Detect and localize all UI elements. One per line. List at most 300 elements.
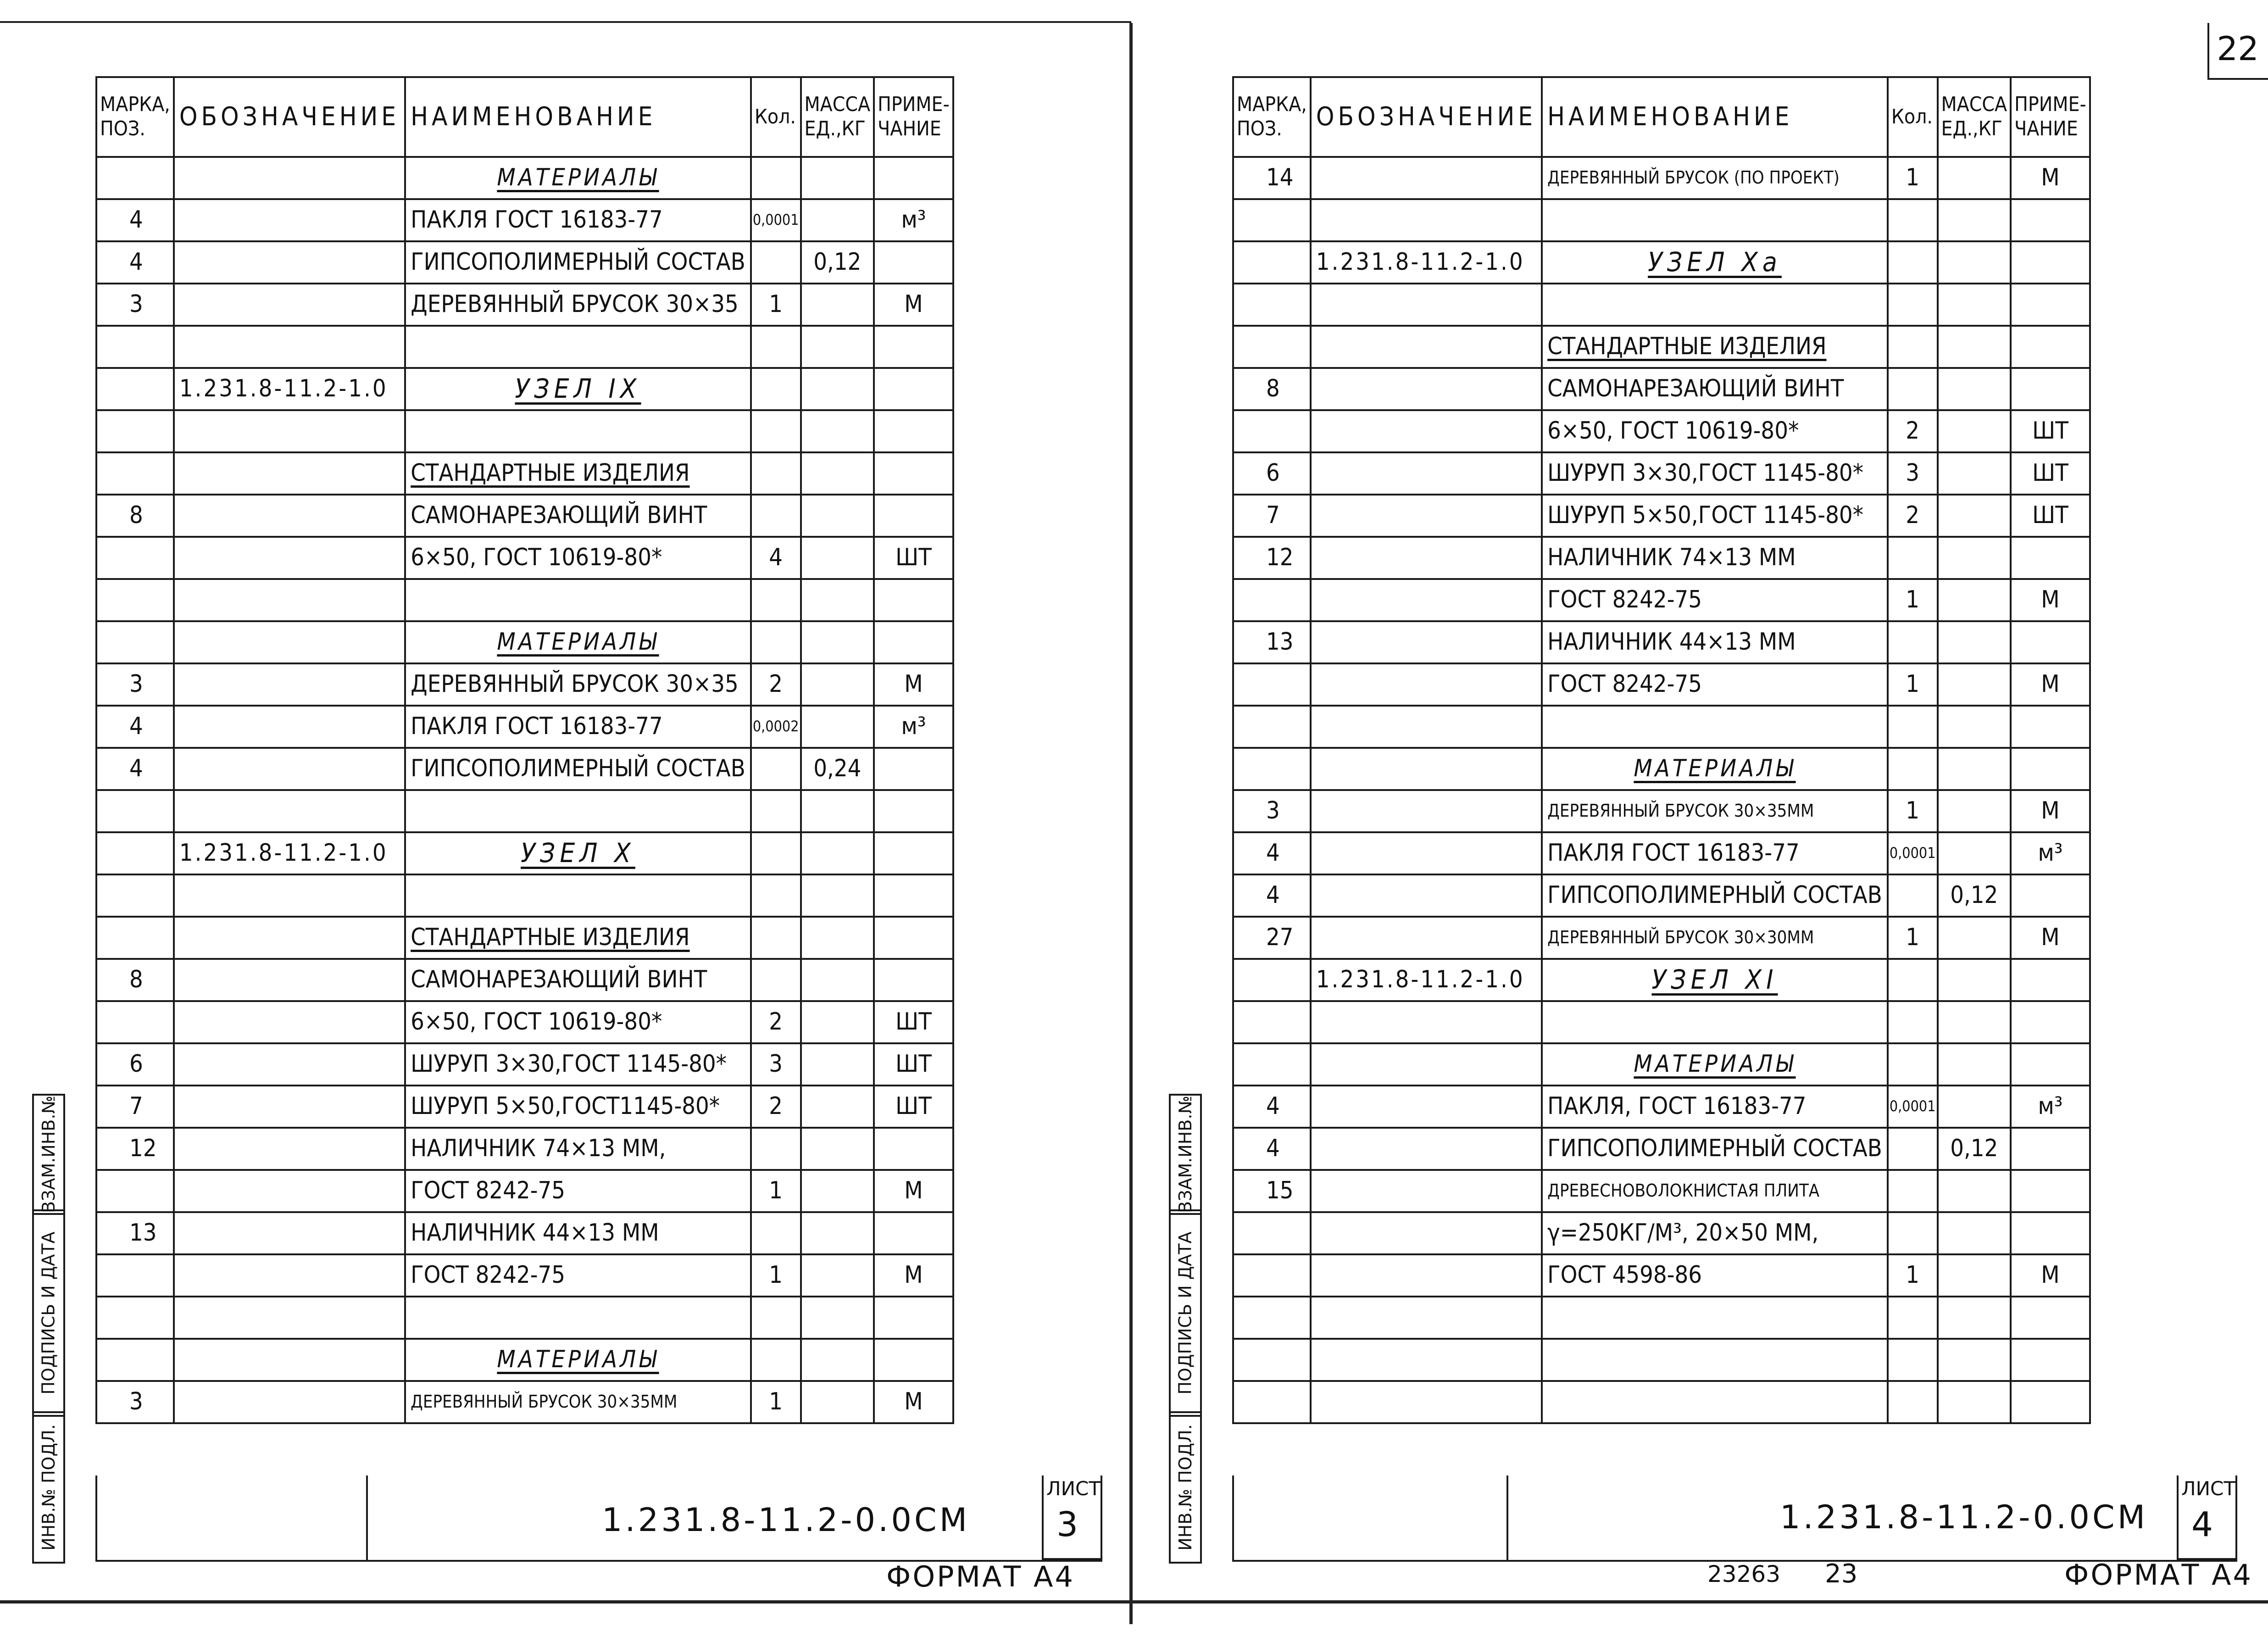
cell-kol [1888, 537, 1938, 579]
right-list-number: 4 [2191, 1505, 2213, 1544]
cell-kol [751, 1086, 801, 1128]
cell-prim [874, 621, 953, 663]
cell-oboz [174, 663, 405, 706]
cell-kol-text: 1 [769, 290, 783, 318]
cell-prim-text: м³ [2038, 839, 2063, 867]
cell-naim [1542, 748, 1888, 790]
cell-massa [1938, 452, 2011, 495]
table-row [96, 832, 953, 874]
cell-naim [405, 706, 751, 748]
cell-prim [2011, 579, 2090, 621]
cell-kol [1888, 452, 1938, 495]
cell-prim-text: М [2041, 797, 2060, 825]
cell-kol-text: 2 [1906, 417, 1920, 445]
cell-kol [1888, 1381, 1938, 1423]
cell-massa [1938, 1381, 2011, 1423]
cell-naim-text: УЗЕЛ Xа [1648, 246, 1782, 278]
cell-kol [1888, 1001, 1938, 1043]
cell-oboz [174, 748, 405, 790]
header-marka: МАРКА, ПОЗ. [96, 77, 174, 157]
right-title-cell-divider [1506, 1475, 1508, 1560]
cell-kol-text: 1 [769, 1261, 783, 1289]
archive-number: 23263 [1707, 1561, 1781, 1587]
cell-naim-text: ДЕРЕВЯННЫЙ БРУСОК (ПО ПРОЕКТ) [1547, 167, 1840, 188]
cell-oboz [174, 1086, 405, 1128]
cell-oboz-text: 1.231.8-11.2-1.0 [1316, 966, 1525, 994]
cell-kol [1888, 1297, 1938, 1339]
cell-massa [801, 579, 874, 621]
cell-naim-text: 6×50, ГОСТ 10619-80* [1547, 417, 1799, 445]
cell-kol [1888, 1254, 1938, 1297]
right-title-block [1232, 1475, 2237, 1562]
cell-massa [801, 537, 874, 579]
cell-prim [874, 706, 953, 748]
table-row [1233, 706, 2090, 748]
cell-naim [1542, 368, 1888, 410]
cell-prim-text: м³ [901, 713, 926, 740]
table-row [96, 959, 953, 1001]
cell-oboz [174, 1043, 405, 1086]
table-row [96, 326, 953, 368]
cell-kol [1888, 832, 1938, 874]
cell-oboz [174, 621, 405, 663]
cell-naim [1542, 621, 1888, 663]
table-row [96, 284, 953, 326]
table-row [1233, 1043, 2090, 1086]
cell-naim-text: ШУРУП 5×50,ГОСТ 1145-80* [1547, 501, 1864, 529]
cell-poz [96, 1339, 174, 1381]
table-row [1233, 1381, 2090, 1423]
cell-poz [1233, 1128, 1311, 1170]
cell-poz [96, 1297, 174, 1339]
cell-prim [874, 326, 953, 368]
cell-prim-text: М [904, 670, 923, 698]
cell-massa [1938, 579, 2011, 621]
cell-kol-text: 4 [769, 544, 783, 572]
cell-massa [1938, 326, 2011, 368]
cell-oboz [1311, 157, 1542, 199]
cell-poz [1233, 1043, 1311, 1086]
cell-naim [405, 621, 751, 663]
cell-kol-text: 1 [1906, 586, 1920, 614]
cell-oboz [174, 326, 405, 368]
header-oboznachenie: ОБОЗНАЧЕНИЕ [1311, 77, 1542, 157]
cell-prim [2011, 1254, 2090, 1297]
cell-oboz [1311, 832, 1542, 874]
cell-poz-text: 4 [129, 248, 143, 276]
cell-oboz [174, 410, 405, 452]
cell-kol [751, 959, 801, 1001]
cell-poz-text: 15 [1266, 1177, 1294, 1205]
cell-naim [1542, 1128, 1888, 1170]
cell-naim-text: УЗЕЛ IX [515, 373, 641, 405]
cell-oboz [1311, 621, 1542, 663]
table-row [1233, 1086, 2090, 1128]
cell-massa [801, 495, 874, 537]
cell-kol [1888, 706, 1938, 748]
cell-prim [2011, 368, 2090, 410]
cell-poz-text: 6 [1266, 459, 1280, 487]
cell-naim [1542, 199, 1888, 241]
cell-oboz [1311, 1381, 1542, 1423]
cell-poz-text: 3 [129, 1388, 143, 1416]
cell-oboz [1311, 917, 1542, 959]
cell-poz-text: 4 [1266, 881, 1280, 909]
cell-poz [96, 241, 174, 284]
cell-kol [1888, 410, 1938, 452]
cell-naim [1542, 241, 1888, 284]
cell-prim-text: М [2041, 164, 2060, 192]
cell-oboz [1311, 326, 1542, 368]
cell-naim [405, 410, 751, 452]
table-row [96, 495, 953, 537]
cell-massa [1938, 241, 2011, 284]
cell-oboz [1311, 790, 1542, 832]
cell-kol [751, 1170, 801, 1212]
table-row [1233, 1001, 2090, 1043]
table-row [96, 874, 953, 917]
cell-prim [874, 1001, 953, 1043]
cell-naim [1542, 874, 1888, 917]
cell-oboz [1311, 748, 1542, 790]
cell-naim-text: ДЕРЕВЯННЫЙ БРУСОК 30×35 [411, 670, 739, 698]
cell-naim-text: ГОСТ 8242-75 [411, 1261, 566, 1289]
cell-oboz [1311, 1086, 1542, 1128]
cell-poz [96, 410, 174, 452]
cell-poz [1233, 157, 1311, 199]
cell-naim [1542, 1381, 1888, 1423]
cell-massa [1938, 1170, 2011, 1212]
cell-kol [1888, 495, 1938, 537]
header-kol: Кол. [751, 77, 801, 157]
cell-poz [96, 1086, 174, 1128]
cell-massa [801, 157, 874, 199]
cell-prim [874, 874, 953, 917]
cell-naim [1542, 917, 1888, 959]
left-spec-body [96, 157, 953, 1423]
table-row [1233, 790, 2090, 832]
table-row [96, 368, 953, 410]
cell-poz [1233, 832, 1311, 874]
cell-naim-text: ГИПСОПОЛИМЕРНЫЙ СОСТАВ [411, 755, 745, 783]
cell-prim [2011, 663, 2090, 706]
cell-massa [801, 1086, 874, 1128]
cell-naim [405, 579, 751, 621]
table-row [1233, 1212, 2090, 1254]
cell-massa [801, 1043, 874, 1086]
cell-prim-text: М [904, 290, 923, 318]
cell-massa [1938, 706, 2011, 748]
cell-poz-text: 4 [1266, 1135, 1280, 1163]
table-row [1233, 832, 2090, 874]
sheet-divider [1129, 23, 1133, 1624]
cell-poz [96, 874, 174, 917]
cell-oboz [174, 241, 405, 284]
cell-kol [751, 874, 801, 917]
cell-naim-text: МАТЕРИАЛЫ [497, 1346, 659, 1374]
cell-poz-text: 7 [1266, 501, 1280, 529]
left-title-block [95, 1475, 1102, 1562]
cell-kol [1888, 1339, 1938, 1381]
cell-kol [1888, 790, 1938, 832]
cell-prim-text: ШТ [2032, 459, 2068, 487]
cell-kol [751, 832, 801, 874]
cell-naim [1542, 326, 1888, 368]
cell-prim [2011, 790, 2090, 832]
cell-prim [874, 199, 953, 241]
cell-massa [1938, 410, 2011, 452]
cell-naim-text: НАЛИЧНИК 44×13 ММ [1547, 628, 1796, 656]
cell-naim-text: ГИПСОПОЛИМЕРНЫЙ СОСТАВ [1547, 1135, 1882, 1163]
cell-kol [1888, 959, 1938, 1001]
cell-naim [1542, 284, 1888, 326]
table-row [96, 241, 953, 284]
table-row [96, 706, 953, 748]
cell-naim-text: ПАКЛЯ ГОСТ 16183-77 [411, 713, 663, 740]
cell-poz-text: 4 [129, 206, 143, 234]
cell-poz-text: 27 [1266, 924, 1294, 952]
cell-prim [2011, 326, 2090, 368]
cell-prim [2011, 706, 2090, 748]
cell-kol [751, 1339, 801, 1381]
right-stamp-inv-podl: ИНВ.№ ПОДЛ. [1169, 1411, 1202, 1564]
cell-kol [751, 621, 801, 663]
cell-prim-text: ШТ [895, 1092, 932, 1120]
table-row [96, 157, 953, 199]
cell-naim [405, 663, 751, 706]
right-format-label: ФОРМАТ А4 [2064, 1558, 2253, 1592]
cell-poz [1233, 917, 1311, 959]
cell-poz [1233, 495, 1311, 537]
cell-kol [751, 1254, 801, 1297]
cell-naim [1542, 495, 1888, 537]
table-row [1233, 410, 2090, 452]
cell-prim-text: М [2041, 1261, 2060, 1289]
cell-massa [801, 1381, 874, 1423]
cell-oboz [1311, 284, 1542, 326]
cell-kol [751, 241, 801, 284]
cell-poz [1233, 410, 1311, 452]
cell-massa [801, 284, 874, 326]
cell-kol [1888, 917, 1938, 959]
cell-prim [2011, 1170, 2090, 1212]
left-list-number: 3 [1056, 1505, 1078, 1544]
cell-poz [96, 917, 174, 959]
cell-massa [801, 1254, 874, 1297]
cell-kol [751, 199, 801, 241]
cell-poz [96, 579, 174, 621]
cell-massa [801, 1170, 874, 1212]
cell-kol [751, 1381, 801, 1423]
cell-oboz [174, 368, 405, 410]
cell-massa [1938, 199, 2011, 241]
cell-prim [2011, 1339, 2090, 1381]
cell-naim-text: ШУРУП 5×50,ГОСТ1145-80* [411, 1092, 720, 1120]
cell-poz-text: 13 [129, 1219, 157, 1247]
cell-naim-text: ГИПСОПОЛИМЕРНЫЙ СОСТАВ [1547, 881, 1882, 909]
cell-oboz [1311, 410, 1542, 452]
cell-prim [874, 410, 953, 452]
cell-kol [1888, 368, 1938, 410]
cell-massa [801, 241, 874, 284]
cell-naim [405, 368, 751, 410]
table-row [96, 1381, 953, 1423]
cell-prim [2011, 917, 2090, 959]
cell-prim-text: ШТ [2032, 417, 2068, 445]
cell-kol [751, 537, 801, 579]
table-row [1233, 621, 2090, 663]
cell-kol [751, 368, 801, 410]
cell-kol [1888, 748, 1938, 790]
header-kol: Кол. [1888, 77, 1938, 157]
left-spec-table [95, 76, 954, 1424]
cell-prim [874, 1128, 953, 1170]
cell-prim [874, 917, 953, 959]
cell-naim-text: 6×50, ГОСТ 10619-80* [411, 1008, 662, 1036]
cell-oboz [1311, 368, 1542, 410]
cell-poz [1233, 706, 1311, 748]
cell-massa [1938, 1043, 2011, 1086]
cell-prim [874, 1339, 953, 1381]
cell-oboz [174, 874, 405, 917]
cell-naim [405, 241, 751, 284]
cell-poz-text: 3 [129, 670, 143, 698]
cell-poz [1233, 1381, 1311, 1423]
cell-poz [1233, 1254, 1311, 1297]
cell-prim [2011, 748, 2090, 790]
cell-poz [1233, 368, 1311, 410]
cell-oboz [174, 1212, 405, 1254]
cell-poz [96, 1212, 174, 1254]
cell-oboz [174, 199, 405, 241]
cell-kol [751, 1001, 801, 1043]
left-stamp-inv-podl: ИНВ.№ ПОДЛ. [32, 1411, 65, 1564]
cell-kol [751, 1297, 801, 1339]
cell-massa [1938, 874, 2011, 917]
cell-poz [1233, 748, 1311, 790]
cell-massa [801, 1128, 874, 1170]
cell-naim-text: СТАНДАРТНЫЕ ИЗДЕЛИЯ [411, 459, 690, 487]
cell-naim [405, 790, 751, 832]
cell-naim [405, 1297, 751, 1339]
cell-prim [2011, 1212, 2090, 1254]
cell-prim [874, 1254, 953, 1297]
cell-naim-text: СТАНДАРТНЫЕ ИЗДЕЛИЯ [411, 924, 690, 952]
cell-naim-text: ШУРУП 3×30,ГОСТ 1145-80* [1547, 459, 1864, 487]
cell-naim-text: МАТЕРИАЛЫ [497, 164, 659, 192]
top-border-line [0, 21, 1131, 23]
cell-massa [1938, 959, 2011, 1001]
cell-kol-text: 1 [1906, 797, 1920, 825]
cell-poz [1233, 790, 1311, 832]
cell-massa [801, 452, 874, 495]
cell-prim-text: ШТ [2032, 501, 2068, 529]
cell-massa [801, 1001, 874, 1043]
cell-poz-text: 8 [129, 966, 143, 994]
cell-poz-text: 3 [129, 290, 143, 318]
cell-oboz [174, 579, 405, 621]
cell-massa [801, 959, 874, 1001]
cell-massa [801, 832, 874, 874]
cell-naim-text: САМОНАРЕЗАЮЩИЙ ВИНТ [411, 501, 707, 529]
cell-poz-text: 8 [129, 501, 143, 529]
cell-prim [2011, 1043, 2090, 1086]
cell-oboz [174, 1297, 405, 1339]
cell-prim [874, 368, 953, 410]
cell-kol [751, 663, 801, 706]
cell-prim-text: М [2041, 586, 2060, 614]
header-naimenovanie: НАИМЕНОВАНИЕ [1542, 77, 1888, 157]
cell-oboz [174, 452, 405, 495]
cell-oboz [1311, 959, 1542, 1001]
header-prim: ПРИМЕ- ЧАНИЕ [874, 77, 953, 157]
cell-oboz [1311, 1297, 1542, 1339]
table-row [96, 199, 953, 241]
cell-oboz [174, 1339, 405, 1381]
left-list-box [1042, 1475, 1101, 1560]
cell-kol-text: 1 [1906, 670, 1920, 698]
cell-kol-text: 0,0002 [752, 718, 799, 735]
cell-poz [1233, 452, 1311, 495]
cell-naim [1542, 157, 1888, 199]
cell-kol [751, 1128, 801, 1170]
cell-prim-text: м³ [2038, 1092, 2063, 1120]
cell-massa [801, 1297, 874, 1339]
cell-poz [96, 1043, 174, 1086]
cell-oboz [1311, 706, 1542, 748]
cell-prim [874, 1086, 953, 1128]
cell-oboz [1311, 663, 1542, 706]
cell-prim [874, 157, 953, 199]
cell-prim [2011, 495, 2090, 537]
cell-kol [751, 452, 801, 495]
cell-kol [1888, 284, 1938, 326]
cell-prim [2011, 621, 2090, 663]
cell-kol [1888, 1086, 1938, 1128]
cell-massa [801, 368, 874, 410]
cell-kol [751, 326, 801, 368]
cell-prim [874, 284, 953, 326]
table-row [1233, 284, 2090, 326]
cell-kol [1888, 663, 1938, 706]
cell-massa [801, 706, 874, 748]
cell-massa [801, 1212, 874, 1254]
header-naimenovanie: НАИМЕНОВАНИЕ [405, 77, 751, 157]
cell-poz [1233, 621, 1311, 663]
cell-poz [1233, 241, 1311, 284]
cell-prim [874, 790, 953, 832]
cell-naim [1542, 1086, 1888, 1128]
cell-naim [405, 1043, 751, 1086]
cell-massa [1938, 1128, 2011, 1170]
cell-prim [874, 1212, 953, 1254]
table-row [96, 1297, 953, 1339]
table-row [1233, 748, 2090, 790]
cell-massa [1938, 1001, 2011, 1043]
table-row [96, 452, 953, 495]
cell-kol [1888, 621, 1938, 663]
cell-poz [96, 663, 174, 706]
table-row [96, 1339, 953, 1381]
cell-naim-text: ГОСТ 8242-75 [1547, 586, 1702, 614]
cell-poz [96, 1128, 174, 1170]
cell-poz [1233, 1086, 1311, 1128]
cell-kol [751, 790, 801, 832]
cell-massa [801, 790, 874, 832]
cell-prim [2011, 241, 2090, 284]
table-row [1233, 157, 2090, 199]
cell-oboz-text: 1.231.8-11.2-1.0 [1316, 248, 1525, 276]
